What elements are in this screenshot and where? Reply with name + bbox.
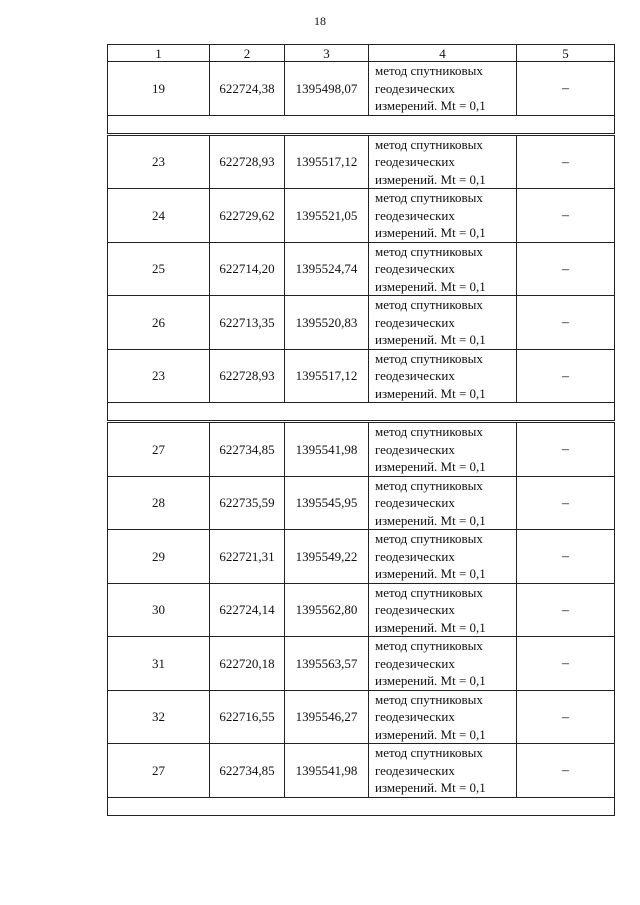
method-line: геодезических <box>375 154 455 169</box>
dash-value: – <box>562 709 569 725</box>
x-coordinate-cell: 622734,85 <box>210 744 285 798</box>
header-row <box>108 45 615 62</box>
column-5-cell <box>517 135 615 189</box>
y-coordinate-cell: 1395517,12 <box>285 349 369 403</box>
method-line: метод спутниковых <box>375 350 483 366</box>
method-cell <box>369 637 517 691</box>
y-coordinate-cell: 1395541,98 <box>285 423 369 477</box>
column-5-cell <box>517 744 615 798</box>
dash-value: – <box>562 602 569 618</box>
method-line: измерений. Mt = 0,1 <box>375 673 486 688</box>
table-row <box>108 476 615 530</box>
method-line: геодезических <box>375 207 455 223</box>
point-number-cell: 24 <box>108 189 210 243</box>
table-row <box>108 62 615 116</box>
method-cell <box>369 690 517 744</box>
method-line: геодезических <box>375 709 455 724</box>
y-coordinate-cell: 1395498,07 <box>285 62 369 116</box>
method-cell <box>369 530 517 584</box>
method-line: измерений. Mt = 0,1 <box>375 780 486 795</box>
table-row <box>108 296 615 350</box>
method-line: геодезических <box>375 80 455 96</box>
method-line: измерений. Mt = 0,1 <box>375 278 486 294</box>
x-coordinate-cell: 622728,93 <box>210 135 285 189</box>
y-coordinate-cell: 1395562,80 <box>285 583 369 637</box>
dash-value: – <box>562 154 569 170</box>
y-coordinate-cell: 1395521,05 <box>285 189 369 243</box>
point-number-cell: 23 <box>108 349 210 403</box>
header-cell-4: 4 <box>369 45 517 62</box>
table-row <box>108 583 615 637</box>
dash-value: – <box>562 368 569 384</box>
method-cell <box>369 189 517 243</box>
method-line: измерений. Mt = 0,1 <box>375 98 486 113</box>
header-cell-2: 2 <box>210 45 285 62</box>
x-coordinate-cell: 622724,14 <box>210 583 285 637</box>
coordinates-table <box>107 44 615 816</box>
x-coordinate-cell: 622721,31 <box>210 530 285 584</box>
group-separator-cell <box>108 403 615 421</box>
y-coordinate-cell: 1395517,12 <box>285 135 369 189</box>
table-row <box>108 530 615 584</box>
method-line: геодезических <box>375 261 455 276</box>
method-line: метод спутниковых <box>375 477 483 493</box>
method-line: метод спутниковых <box>375 297 483 312</box>
y-coordinate-cell: 1395524,74 <box>285 242 369 296</box>
dash-value: – <box>562 656 569 671</box>
column-5-cell <box>517 242 615 296</box>
method-line: геодезических <box>375 441 455 457</box>
point-number-cell: 30 <box>108 583 210 637</box>
group-separator-row <box>108 115 615 133</box>
dash-value: – <box>562 495 569 511</box>
method-cell <box>369 242 517 296</box>
table-row <box>108 242 615 296</box>
table-row <box>108 423 615 477</box>
method-line: метод спутниковых <box>375 745 483 760</box>
method-cell <box>369 476 517 530</box>
x-coordinate-cell: 622735,59 <box>210 476 285 530</box>
method-line: метод спутниковых <box>375 584 483 600</box>
point-number-cell: 26 <box>108 296 210 350</box>
method-line: измерений. Mt = 0,1 <box>375 225 486 240</box>
table-row <box>108 637 615 691</box>
y-coordinate-cell: 1395520,83 <box>285 296 369 350</box>
table-row <box>108 349 615 403</box>
group-separator-cell <box>108 115 615 133</box>
group-separator-row <box>108 797 615 815</box>
dash-value: – <box>562 442 569 457</box>
method-line: измерений. Mt = 0,1 <box>375 512 486 528</box>
point-number-cell: 31 <box>108 637 210 691</box>
method-line: геодезических <box>375 655 455 671</box>
dash-value: – <box>562 763 569 778</box>
header-cell-3: 3 <box>285 45 369 62</box>
x-coordinate-cell: 622729,62 <box>210 189 285 243</box>
method-cell <box>369 349 517 403</box>
column-5-cell <box>517 62 615 116</box>
table-body <box>108 45 615 816</box>
table-row <box>108 744 615 798</box>
method-line: метод спутниковых <box>375 136 483 152</box>
table-row <box>108 135 615 189</box>
column-5-cell <box>517 189 615 243</box>
table-row <box>108 690 615 744</box>
group-separator-cell <box>108 797 615 815</box>
header-cell-5: 5 <box>517 45 615 62</box>
method-cell <box>369 296 517 350</box>
dash-value: – <box>562 549 569 564</box>
method-line: измерений. Mt = 0,1 <box>375 332 486 347</box>
point-number-cell: 32 <box>108 690 210 744</box>
method-line: измерений. Mt = 0,1 <box>375 171 486 187</box>
x-coordinate-cell: 622713,35 <box>210 296 285 350</box>
method-line: метод спутниковых <box>375 190 483 205</box>
method-line: геодезических <box>375 602 455 617</box>
method-line: геодезических <box>375 368 455 383</box>
y-coordinate-cell: 1395546,27 <box>285 690 369 744</box>
dash-value: – <box>562 208 569 223</box>
method-cell <box>369 62 517 116</box>
method-line: измерений. Mt = 0,1 <box>375 726 486 742</box>
y-coordinate-cell: 1395563,57 <box>285 637 369 691</box>
method-line: геодезических <box>375 548 455 564</box>
point-number-cell: 19 <box>108 62 210 116</box>
point-number-cell: 29 <box>108 530 210 584</box>
column-5-cell <box>517 476 615 530</box>
table-row <box>108 189 615 243</box>
method-line: геодезических <box>375 314 455 330</box>
dash-value: – <box>562 81 569 96</box>
method-line: измерений. Mt = 0,1 <box>375 566 486 581</box>
x-coordinate-cell: 622720,18 <box>210 637 285 691</box>
method-line: измерений. Mt = 0,1 <box>375 459 486 474</box>
y-coordinate-cell: 1395549,22 <box>285 530 369 584</box>
dash-value: – <box>562 261 569 277</box>
x-coordinate-cell: 622734,85 <box>210 423 285 477</box>
point-number-cell: 23 <box>108 135 210 189</box>
column-5-cell <box>517 637 615 691</box>
column-5-cell <box>517 583 615 637</box>
x-coordinate-cell: 622714,20 <box>210 242 285 296</box>
method-cell <box>369 583 517 637</box>
method-cell <box>369 744 517 798</box>
x-coordinate-cell: 622724,38 <box>210 62 285 116</box>
column-5-cell <box>517 349 615 403</box>
column-5-cell <box>517 423 615 477</box>
method-line: метод спутниковых <box>375 531 483 546</box>
method-cell <box>369 423 517 477</box>
method-line: измерений. Mt = 0,1 <box>375 385 486 401</box>
y-coordinate-cell: 1395541,98 <box>285 744 369 798</box>
method-line: метод спутниковых <box>375 243 483 259</box>
header-cell-1: 1 <box>108 45 210 62</box>
column-5-cell <box>517 530 615 584</box>
method-line: метод спутниковых <box>375 63 483 78</box>
method-line: геодезических <box>375 495 455 510</box>
group-separator-row <box>108 403 615 421</box>
column-5-cell <box>517 296 615 350</box>
x-coordinate-cell: 622728,93 <box>210 349 285 403</box>
method-line: метод спутниковых <box>375 691 483 707</box>
method-line: метод спутниковых <box>375 424 483 439</box>
y-coordinate-cell: 1395545,95 <box>285 476 369 530</box>
column-5-cell <box>517 690 615 744</box>
method-line: метод спутниковых <box>375 638 483 653</box>
method-line: геодезических <box>375 762 455 778</box>
point-number-cell: 25 <box>108 242 210 296</box>
method-line: измерений. Mt = 0,1 <box>375 619 486 635</box>
point-number-cell: 27 <box>108 423 210 477</box>
method-cell <box>369 135 517 189</box>
point-number-cell: 27 <box>108 744 210 798</box>
dash-value: – <box>562 315 569 330</box>
point-number-cell: 28 <box>108 476 210 530</box>
page-number: 18 <box>314 14 326 28</box>
x-coordinate-cell: 622716,55 <box>210 690 285 744</box>
